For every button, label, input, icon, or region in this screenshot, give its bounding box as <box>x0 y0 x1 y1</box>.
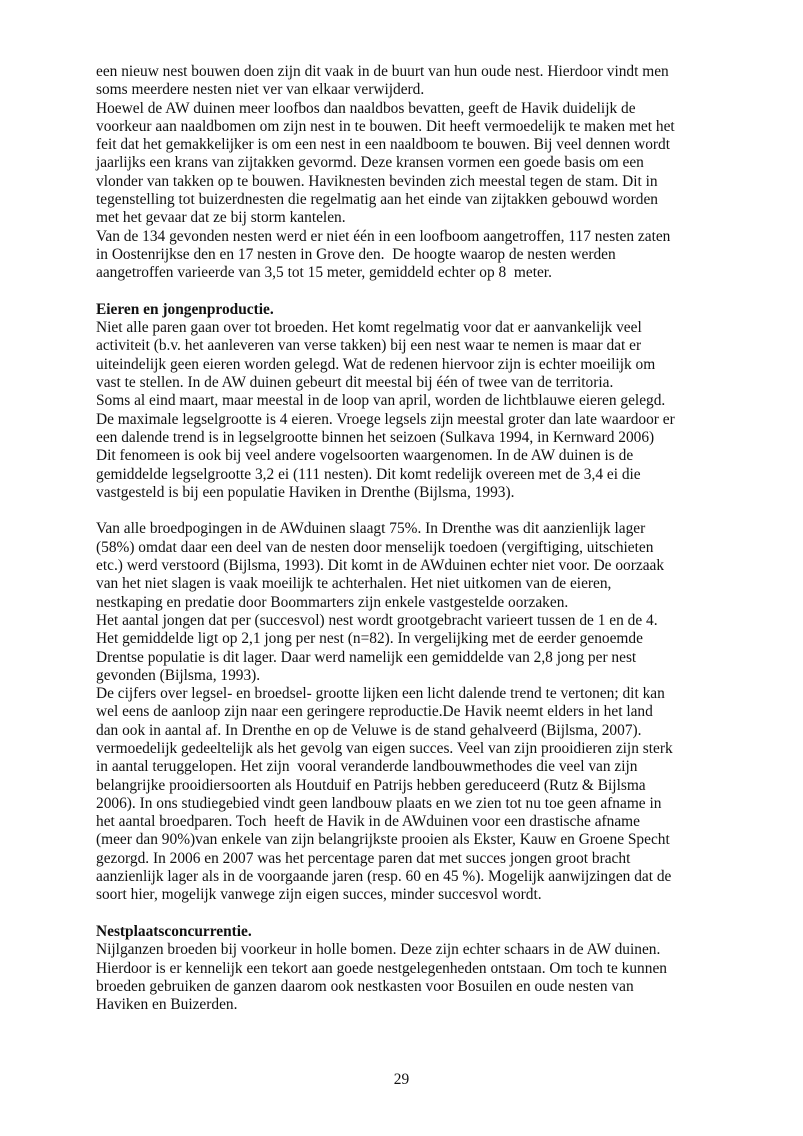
section-heading-eggs: Eieren en jongenproductie. <box>96 300 274 318</box>
text-line: gemiddelde legselgrootte 3,2 ei (111 nesten). Dit komt redelijk overeen met de 3,4 ei die <box>96 465 641 483</box>
text-line: voorkeur aan naaldbomen om zijn nest in te bouwen. Dit heeft vermoedelijk te maken met het <box>96 117 675 135</box>
text-line: nestkaping en predatie door Boommarters zijn enkele vastgestelde oorzaken. <box>96 593 569 611</box>
text-line: Haviken en Buizerden. <box>96 996 238 1014</box>
text-line: broeden gebruiken de ganzen daarom ook nestkasten voor Bosuilen en oude nesten van <box>96 977 634 995</box>
text-line: in Oostenrijkse den en 17 nesten in Grove den. De hoogte waarop de nesten werden <box>96 245 616 263</box>
text-line: (58%) omdat daar een deel van de nesten door menselijk toedoen (vergiftiging, uitschieten <box>96 538 654 556</box>
text-line: soort hier, mogelijk vanwege zijn eigen succes, minder succesvol wordt. <box>96 886 542 904</box>
document-page <box>96 63 726 1014</box>
text-line: jaarlijks een krans van zijtakken gevormd. Deze kransen vormen een goede basis om een <box>96 154 644 172</box>
text-line: een nieuw nest bouwen doen zijn dit vaak in de buurt van hun oude nest. Hierdoor vindt men <box>96 63 669 80</box>
text-line: Drentse populatie is dit lager. Daar werd namelijk een gemiddelde van 2,8 jong per nest <box>96 648 637 666</box>
text-line: Dit fenomeen is ook bij veel andere vogelsoorten waargenomen. In de AW duinen is de <box>96 447 634 465</box>
text-line: De cijfers over legsel- en broedsel- grootte lijken een licht dalende trend te vertonen; dit kan <box>96 685 665 703</box>
text-line: soms meerdere nesten niet ver van elkaar verwijderd. <box>96 81 425 99</box>
text-line: van het niet slagen is vaak moeilijk te achterhalen. Het niet uitkomen van de eieren, <box>96 575 612 593</box>
breeding-success-paragraph <box>96 520 726 904</box>
text-line: met het gevaar dat ze bij storm kantelen. <box>96 209 346 227</box>
paragraph-gap <box>96 502 726 520</box>
text-line: Het aantal jongen dat per (succesvol) nest wordt grootgebracht varieert tussen de 1 en de 4. <box>96 611 658 629</box>
text-line: gevonden (Bijlsma, 1993). <box>96 666 261 684</box>
text-line: een dalende trend is in legselgrootte binnen het seizoen (Sulkava 1994, in Kernward 2006) <box>96 428 655 446</box>
text-line: vermoedelijk gedeeltelijk als het gevolg van eigen succes. Veel van zijn prooidieren zijn sterk <box>96 739 673 757</box>
paragraph-gap <box>96 905 726 923</box>
text-line: Het gemiddelde ligt op 2,1 jong per nest (n=82). In vergelijking met de eerder genoemde <box>96 630 643 648</box>
text-line: feit dat het gemakkelijker is om een nest in een naaldboom te bouwen. Bij veel dennen wordt <box>96 136 670 154</box>
text-line: (meer dan 90%)van enkele van zijn belangrijkste prooien als Ekster, Kauw en Groene Specht <box>96 831 670 849</box>
text-line: uiteindelijk geen eieren worden gelegd. Wat de redenen hiervoor zijn is echter moeilijk om <box>96 355 656 373</box>
text-line: Hoewel de AW duinen meer loofbos dan naaldbos bevatten, geeft de Havik duidelijk de <box>96 99 636 117</box>
text-line: Soms al eind maart, maar meestal in de loop van april, worden de lichtblauwe eieren gelegd. <box>96 392 666 410</box>
text-line: etc.) werd verstoord (Bijlsma, 1993). Dit komt in de AWduinen echter niet voor. De oorzaak <box>96 557 665 575</box>
text-line: gezorgd. In 2006 en 2007 was het percentage paren dat met succes jongen groot bracht <box>96 849 631 867</box>
section-heading-nest-competition: Nestplaatsconcurrentie. <box>96 922 252 940</box>
text-line: het aantal broedparen. Toch heeft de Havik in de AWduinen voor een drastische afname <box>96 813 640 831</box>
text-line: Hierdoor is er kennelijk een tekort aan goede nestgelegenheden ontstaan. Om toch te kunnen <box>96 959 667 977</box>
text-line: in aantal teruggelopen. Het zijn vooral veranderde landbouwmethodes die veel van zijn <box>96 758 638 776</box>
text-line: wel eens de aanloop zijn naar een geringere reproductie.De Havik neemt elders in het land <box>96 703 653 721</box>
text-line: vlonder van takken op te bouwen. Haviknesten bevinden zich meestal tegen de stam. Dit in <box>96 172 658 190</box>
eggs-paragraph <box>96 319 726 502</box>
text-line: Niet alle paren gaan over tot broeden. Het komt regelmatig voor dat er aanvankelijk veel <box>96 319 642 337</box>
text-line: dan ook in aantal af. In Drenthe en op de Veluwe is de stand gehalveerd (Bijlsma, 2007). <box>96 721 642 739</box>
nest-competition-paragraph <box>96 941 726 1014</box>
text-line: De maximale legselgrootte is 4 eieren. Vroege legsels zijn meestal groter dan late waardoor er <box>96 410 675 428</box>
text-line: vastgesteld is bij een populatie Haviken in Drenthe (Bijlsma, 1993). <box>96 483 515 501</box>
intro-paragraph <box>96 63 726 283</box>
paragraph-gap <box>96 283 726 301</box>
text-line: tegenstelling tot buizerdnesten die regelmatig aan het einde van zijtakken gebouwd worden <box>96 191 658 209</box>
page-number: 29 <box>393 1071 410 1088</box>
text-line: aangetroffen varieerde van 3,5 tot 15 meter, gemiddeld echter op 8 meter. <box>96 264 552 282</box>
text-line: Van de 134 gevonden nesten werd er niet één in een loofboom aangetroffen, 117 nesten zaten <box>96 227 671 245</box>
text-line: 2006). In ons studiegebied vindt geen landbouw plaats en we zien tot nu toe geen afname in <box>96 794 662 812</box>
text-line: vast te stellen. In de AW duinen gebeurt dit meestal bij één of twee van de territoria. <box>96 374 614 392</box>
text-line: aanzienlijk lager als in de voorgaande jaren (resp. 60 en 45 %). Mogelijk aanwijzingen dat de <box>96 868 672 886</box>
text-line: belangrijke prooidiersoorten als Houtduif en Patrijs hebben gereduceerd (Rutz & Bijlsma <box>96 776 646 794</box>
text-line: Van alle broedpogingen in de AWduinen slaagt 75%. In Drenthe was dit aanzienlijk lager <box>96 520 646 538</box>
text-line: Nijlganzen broeden bij voorkeur in holle bomen. Deze zijn echter schaars in de AW duinen. <box>96 941 661 959</box>
text-line: activiteit (b.v. het aanleveren van verse takken) bij een nest waar te nemen is maar dat er <box>96 337 642 355</box>
